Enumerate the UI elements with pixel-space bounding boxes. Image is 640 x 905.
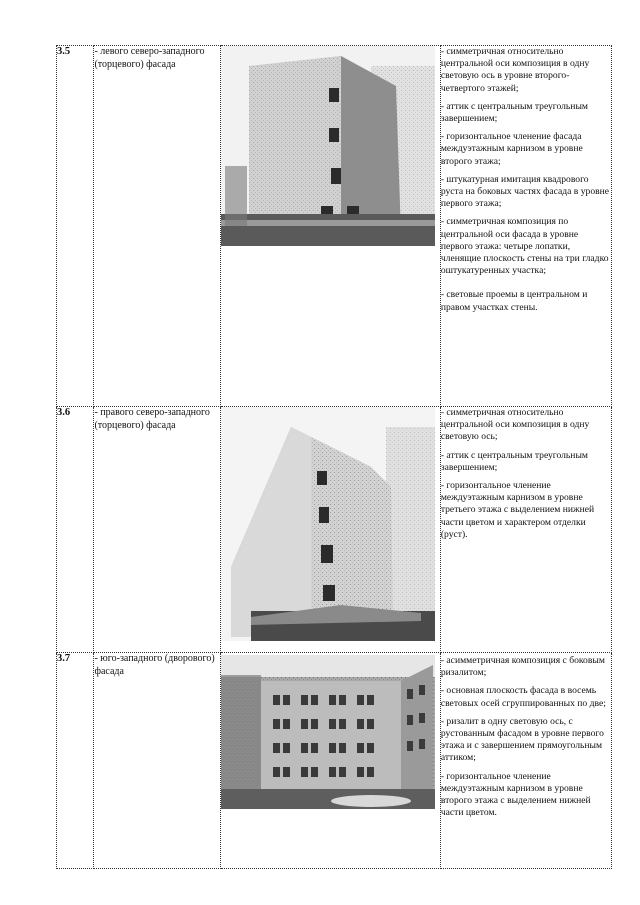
table-row bbox=[57, 653, 612, 869]
list-item: - аттик с центральным треугольным завершением; bbox=[440, 449, 588, 473]
building-facade-photo bbox=[221, 407, 435, 641]
facade-name: - юго-западного (дворового) фасада bbox=[94, 653, 221, 869]
list-item: - горизонтальное членение междуэтажным карнизом в уровне второго этажа с выделением нижней части цветом. bbox=[440, 770, 591, 819]
table-row bbox=[57, 407, 612, 653]
facade-description bbox=[440, 653, 611, 869]
list-item: - штукатурная имитация квадрового руста на боковых частях фасада в уровне первого этажа; bbox=[440, 173, 610, 210]
row-number: 3.6 bbox=[57, 407, 94, 653]
facade-name: - правого северо-западного (торцевого) фасада bbox=[94, 407, 221, 653]
table-row bbox=[57, 46, 612, 407]
facade-photo-cell bbox=[221, 653, 441, 869]
list-item: - симметричная композиция по центральной оси фасада в уровне первого этажа: четыре лопатки, членящие плоскость стены на три гладко оштукатуренных участка; bbox=[440, 216, 609, 277]
list-item: - аттик с центральным треугольным завершением; bbox=[440, 100, 588, 125]
list-item: - симметричная относительно центральной оси композиция в одну световую ось; bbox=[440, 407, 590, 443]
building-facade-photo bbox=[221, 46, 435, 246]
facade-description bbox=[440, 407, 611, 653]
facade-description bbox=[440, 46, 611, 407]
list-item: - симметричная относительно центральной оси композиция в одну световую ось в уровне второго-четвертого этажей; bbox=[440, 46, 590, 94]
list-item: - горизонтальное членение фасада междуэтажным карнизом в уровне второго этажа; bbox=[440, 131, 583, 167]
facade-photo-cell bbox=[221, 46, 441, 407]
list-item: - горизонтальное членение междуэтажным карнизом в уровне третьего этажа с выделением нижней части цветом и характером отделки (руст). bbox=[440, 480, 595, 540]
list-item: - световые проемы в центральном и правом участках стены. bbox=[440, 289, 588, 313]
list-item: - асимметричная композиция с боковым ризалитом; bbox=[440, 655, 605, 679]
facade-photo-cell bbox=[221, 407, 441, 653]
row-number: 3.7 bbox=[57, 653, 94, 869]
facade-name: - левого северо-западного (торцевого) фасада bbox=[94, 46, 221, 407]
row-number: 3.5 bbox=[57, 46, 94, 407]
facade-table bbox=[56, 45, 612, 869]
list-item: - основная плоскость фасада в восемь световых осей сгруппированных по две; bbox=[440, 685, 606, 709]
courtyard-building-photo bbox=[221, 655, 435, 809]
list-item: - ризалит в одну световую ось, с рустованным фасадом в уровне первого этажа и с завершением прямоугольным аттиком; bbox=[440, 715, 604, 764]
